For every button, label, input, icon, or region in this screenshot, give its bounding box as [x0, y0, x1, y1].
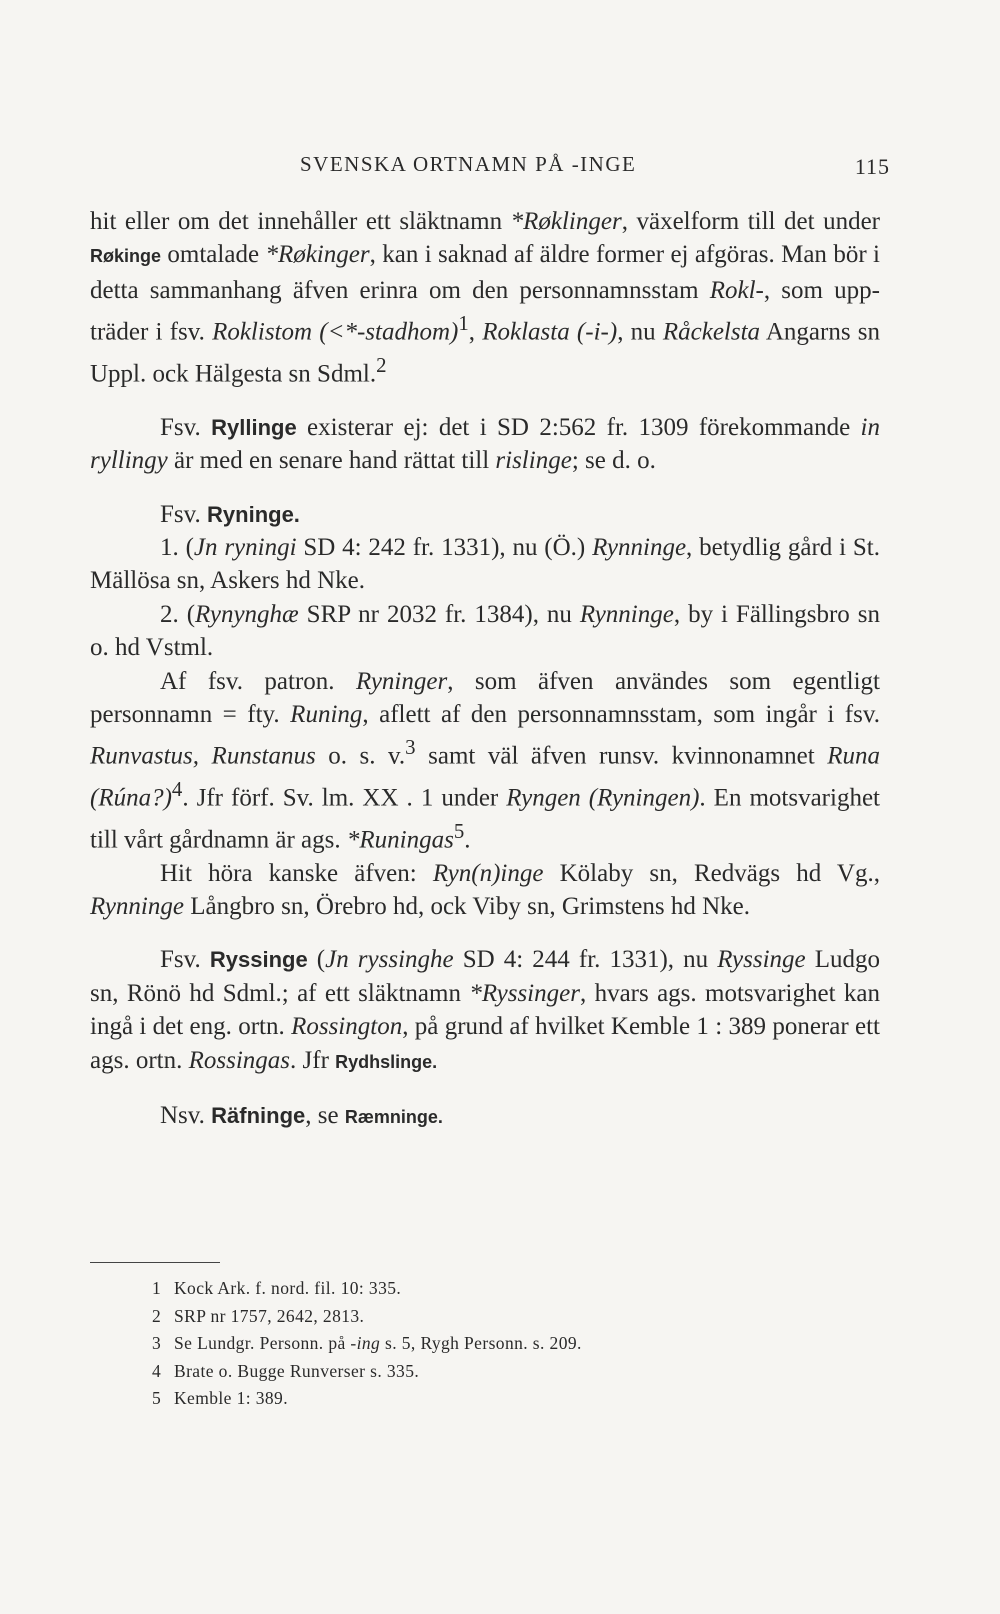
- footnote-3: 3 Se Lundgr. Personn. på -ing s. 5, Rygh Personn. s. 209.: [152, 1333, 582, 1353]
- entry-ryssinge: Fsv. Ryssinge (Jn ryssinghe SD 4: 244 fr. 1331), nu Ryssinge Ludgo sn, Rönö hd Sdml.; af ett släktnamn *Ryssinger, hvars ags. motsvarighet kan ingå i det eng. ortn. Rossington, på grund af hvilket Kemble 1 : 389 ponerar ett ags. ortn. Rossingas. Jfr Rydhslinge.: [90, 946, 881, 1074]
- running-title: SVENSKA ORTNAMN PÅ -INGE: [300, 152, 637, 176]
- headword-ryssinge: Ryssinge: [209, 947, 308, 973]
- footnote-ref-1: 1: [458, 311, 469, 336]
- footnote-1: 1 Kock Ark. f. nord. fil. 10: 335.: [152, 1278, 402, 1298]
- entry-ryllinge: Fsv. Ryllinge existerar ej: det i SD 2:562 fr. 1309 förekommande in ryllingy är med en senare hand rättat till rislinge; se d. o.: [90, 413, 880, 475]
- footnote-ref-3: 3: [405, 735, 416, 760]
- body-text: [90, 205, 880, 1134]
- paragraph-ryninge-origin: Af fsv. patron. Ryninger, som äfven användes som egentligt personnamn = fty. Runing, aflett af den personnamnsstam, som ingår i fsv. Runvastus, Runstanus o. s. v.$^3$ samt väl äfven runsv. kvinnonamnet Runa (Rúna?)$^4$. Jfr förf. Sv. lm. XX . 1 under Ryngen (Ryningen). En motsvarighet till vårt gårdnamn är ags. *Runingas$^5$.: [90, 667, 881, 854]
- footnotes: [152, 1275, 852, 1413]
- footnote-rule: [90, 1262, 220, 1263]
- paragraph-ryninge-1: 1. (Jn ryningi SD 4: 242 fr. 1331), nu (Ö.) Rynninge, betydlig gård i St. Mällösa sn, Askers hd Nke.: [90, 533, 880, 595]
- running-header: [300, 152, 890, 192]
- crossref-raemninge: Ræmninge.: [344, 1106, 443, 1127]
- headword-ryninge: Ryninge.: [207, 501, 300, 527]
- entry-ryninge: Fsv. Ryninge.: [160, 500, 300, 528]
- footnote-ref-5: 5: [453, 818, 465, 843]
- headword-rafninge: Räfninge: [211, 1102, 306, 1128]
- footnote-4: 4 Brate o. Bugge Runverser s. 335.: [152, 1360, 420, 1381]
- page-number: 115: [854, 154, 890, 179]
- crossref-rydhslinge: Rydhslinge.: [335, 1051, 438, 1072]
- paragraph-ryninge-related: Hit höra kanske äfven: Ryn(n)inge Kölaby sn, Redvägs hd Vg., Rynninge Långbro sn, Örebro hd, ock Viby sn, Grimstens hd Nke.: [90, 859, 880, 920]
- entry-rafninge: Nsv. Räfninge, se Ræmninge.: [160, 1101, 443, 1129]
- paragraph-ryninge-2: 2. (Rynynghæ SRP nr 2032 fr. 1384), nu Rynninge, by i Fällingsbro sn o. hd Vstml.: [90, 600, 880, 662]
- footnote-2: 2 SRP nr 1757, 2642, 2813.: [152, 1305, 365, 1326]
- footnote-ref-4: 4: [171, 777, 183, 802]
- footnote-5: 5 Kemble 1: 389.: [152, 1388, 288, 1408]
- paragraph-roklinger: hit eller om det innehåller ett släktnamn *Røklinger, växelform till det under Røkinge omtalade *Røkinger, kan i saknad af äldre former ej afgöras. Man bör i detta sammanhang äfven erinra om den personnamnsstam Rokl-, som uppträder i fsv. Roklistom (<*-stadhom)$^1$, Roklasta (-i-), nu Råckelsta Angarns sn Uppl. ock Hälgesta sn Sdml.$^2$: [90, 208, 881, 388]
- headword-ryllinge: Ryllinge: [211, 414, 297, 440]
- crossref-rokinge: Røkinge: [90, 246, 162, 267]
- footnote-ref-2: 2: [376, 352, 387, 377]
